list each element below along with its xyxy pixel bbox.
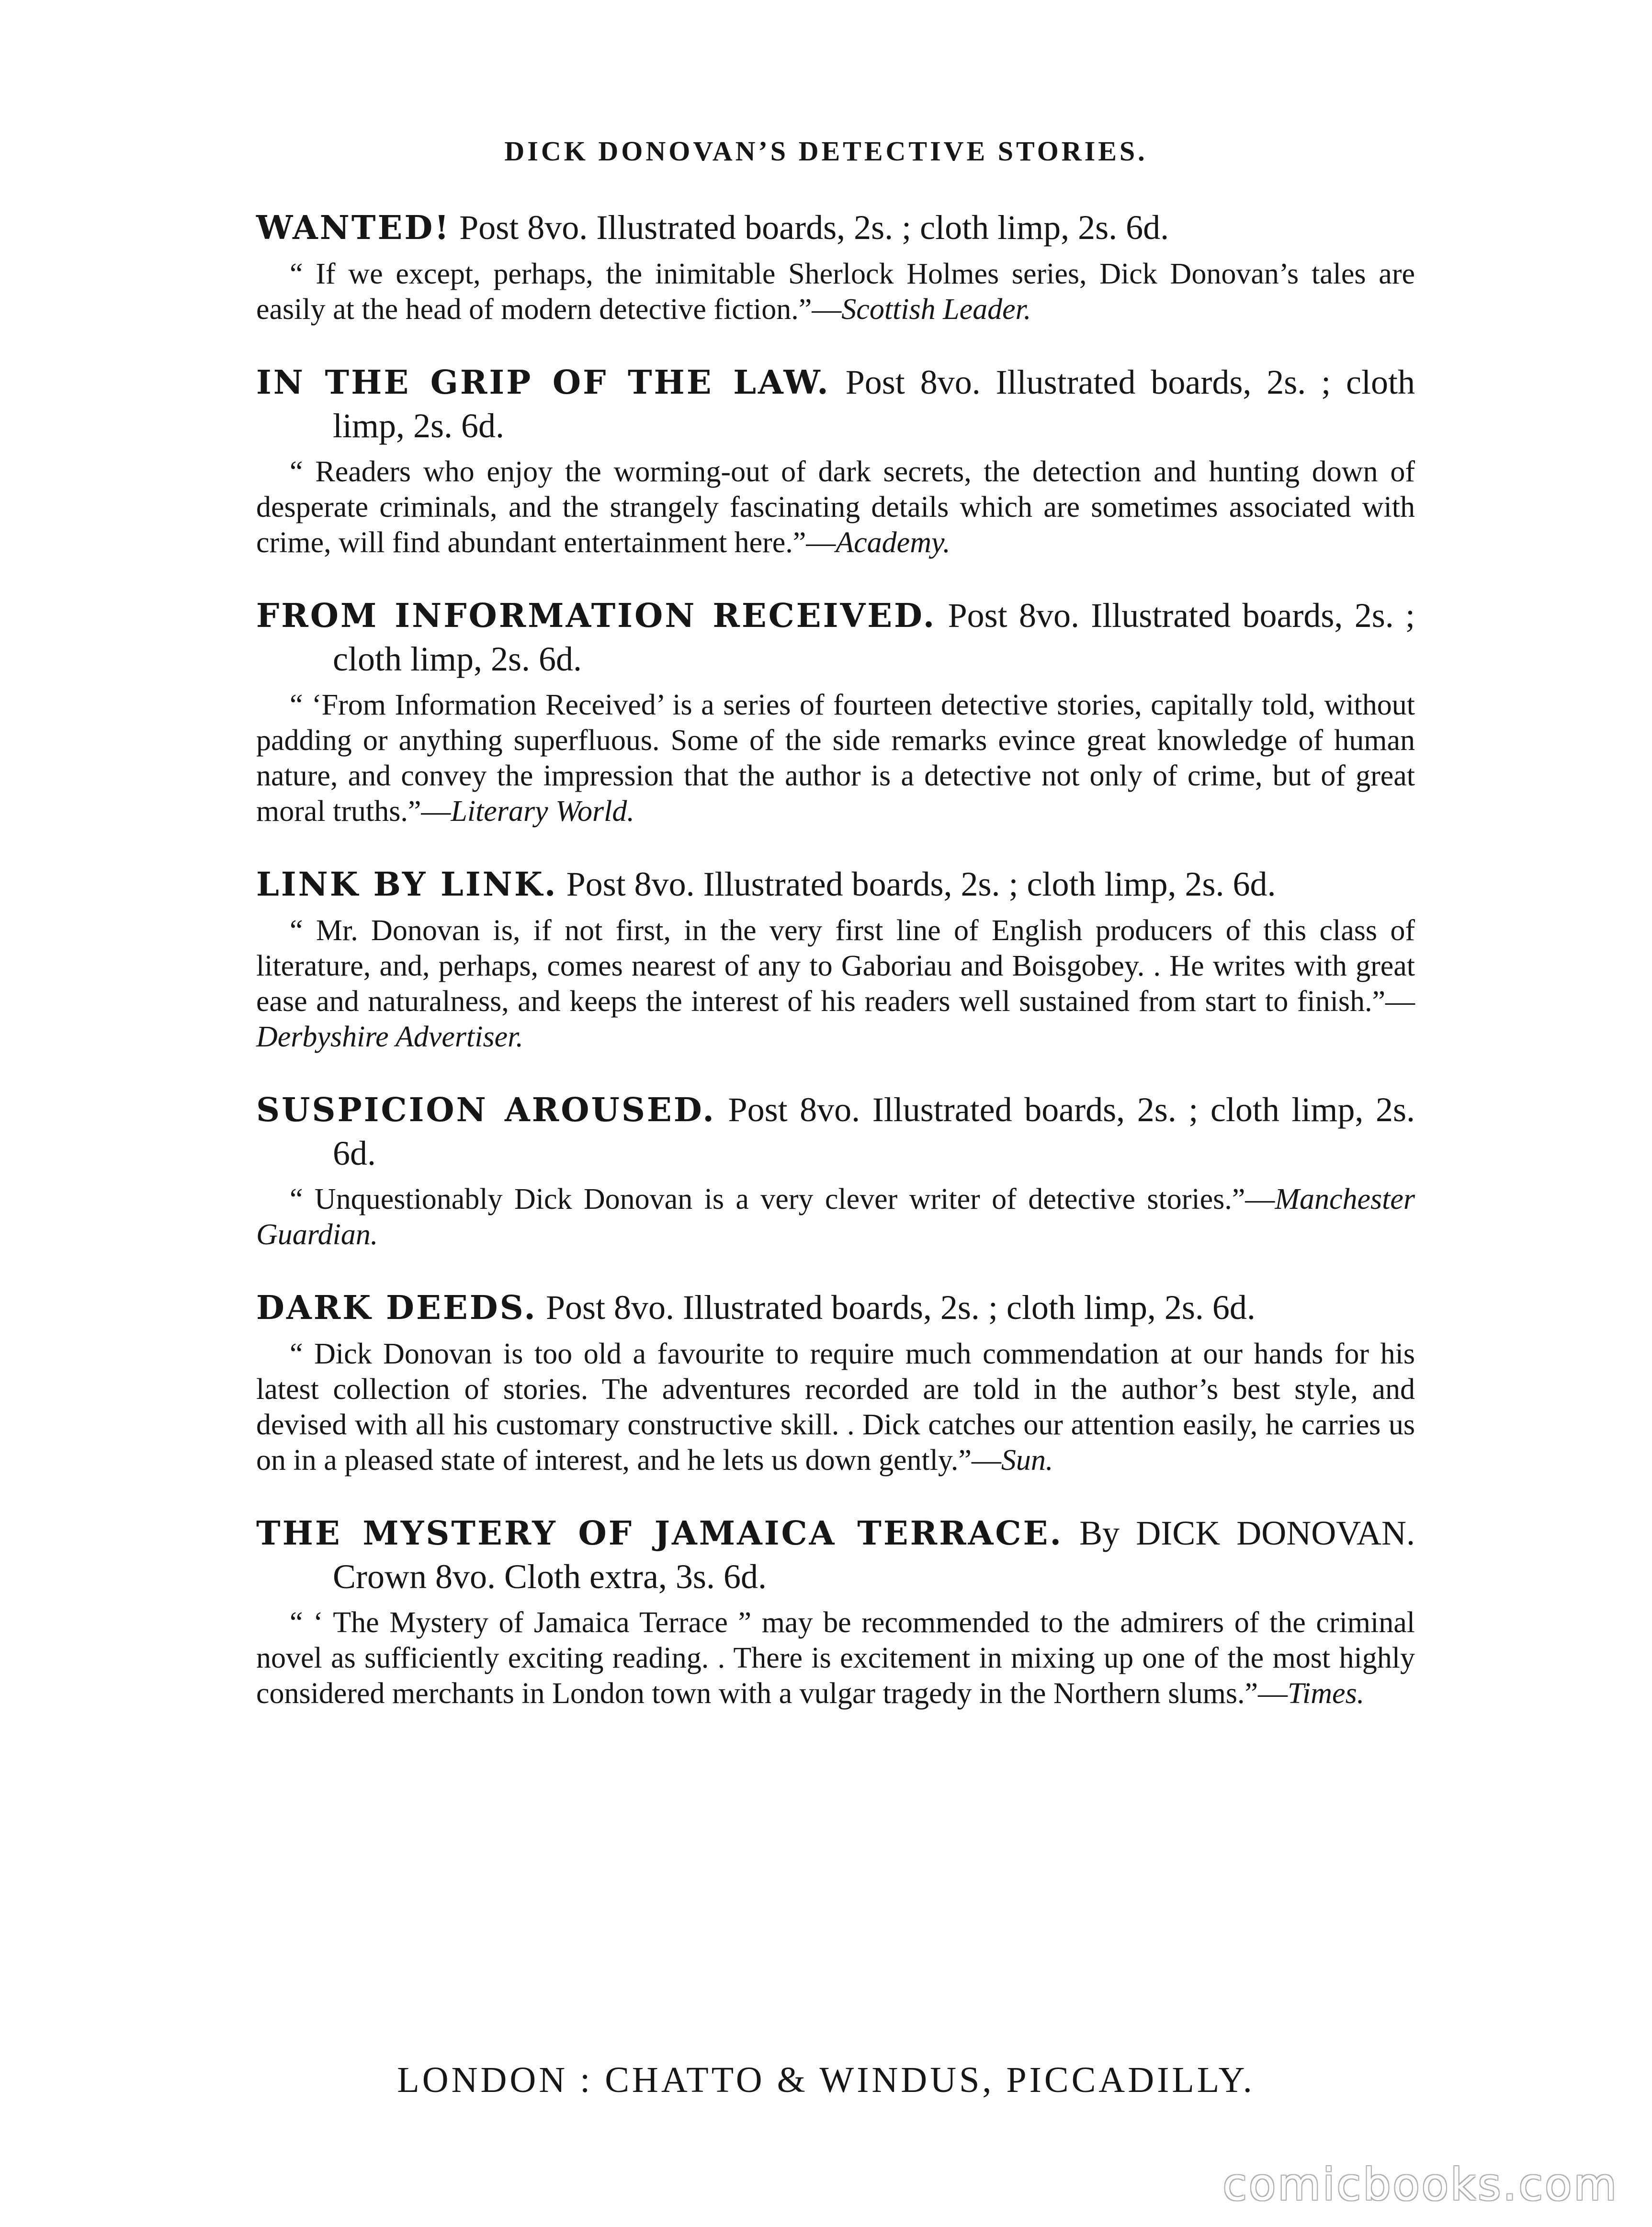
book-entry [256,361,1415,560]
review-quote [256,1336,1415,1478]
review-text: “ Unquestionably Dick Donovan is a very clever writer of detective stories.”— [290,1183,1275,1216]
book-heading [256,361,1415,447]
review-text: “ If we except, perhaps, the inimitable Sherlock Holmes series, Dick Donovan’s tales are easily at the head of modern detective fiction.”— [256,258,1415,326]
book-title: WANTED! [256,209,451,247]
watermark: comicbooks.com [1222,2159,1618,2210]
book-heading [256,594,1415,681]
book-entry [256,863,1415,1055]
review-quote [256,913,1415,1055]
review-source: Manchester Guardian. [256,1183,1415,1251]
review-source: Derbyshire Advertiser. [256,1021,523,1053]
page-title: DICK DONOVAN’S DETECTIVE STORIES. [504,136,1148,167]
book-entry [256,206,1415,327]
review-text: “ ‘From Information Received’ is a series of fourteen detective stories, capitally told, without padding or anything superfluous. Some of the side remarks evince great knowledge of human nature, and convey the impression that the author is a detective not only of crime, but of great moral truths.”— [256,689,1415,828]
book-details: By DICK DONOVAN. Crown 8vo. Cloth extra, 3s. 6d. [333,1514,1415,1596]
book-heading [256,206,1415,250]
book-title: FROM INFORMATION RECEIVED. [256,597,937,635]
book-title: IN THE GRIP OF THE LAW. [256,364,830,402]
book-heading [256,1286,1415,1329]
review-source: Literary World. [451,795,634,828]
book-entry [256,1286,1415,1478]
book-details: Post 8vo. Illustrated boards, 2s. ; cloth limp, 2s. 6d. [333,363,1415,445]
book-title: THE MYSTERY OF JAMAICA TERRACE. [256,1514,1064,1553]
review-quote [256,454,1415,560]
book-details: Post 8vo. Illustrated boards, 2s. ; cloth limp, 2s. 6d. [566,865,1276,903]
publisher-imprint: LONDON : CHATTO & WINDUS, PICCADILLY. [397,2060,1255,2100]
review-quote [256,256,1415,327]
review-text: “ ‘ The Mystery of Jamaica Terrace ” may be recommended to the admirers of the criminal novel as sufficiently exciting reading. . There is excitement in mixing up one of the most highly considered merchants in London town with a vulgar tragedy in the Northern slums.”— [256,1606,1415,1710]
book-details: Post 8vo. Illustrated boards, 2s. ; cloth limp, 2s. 6d. [459,208,1169,247]
review-text: “ Mr. Donovan is, if not first, in the very first line of English producers of this class of literature, and, perhaps, comes nearest of any to Gaboriau and Boisgobey. . He writes with great ease and naturalness, and keeps the interest of his readers well sustained from start to finish.”— [256,914,1415,1018]
review-text: “ Readers who enjoy the worming-out of dark secrets, the detection and hunting down of desperate criminals, and the strangely fascinating details which are sometimes associated with crime, will find abundant entertainment here.”— [256,455,1415,559]
review-source: Scottish Leader. [841,293,1031,326]
book-title: SUSPICION AROUSED. [256,1091,716,1129]
book-entry [256,1088,1415,1252]
book-title: LINK BY LINK. [256,865,558,904]
book-details: Post 8vo. Illustrated boards, 2s. ; cloth limp, 2s. 6d. [333,596,1415,678]
review-quote [256,1182,1415,1252]
book-details: Post 8vo. Illustrated boards, 2s. ; cloth limp, 2s. 6d. [545,1288,1256,1327]
review-quote [256,1605,1415,1711]
book-details: Post 8vo. Illustrated boards, 2s. ; cloth limp, 2s. 6d. [333,1091,1415,1172]
book-heading [256,1511,1415,1598]
book-title: DARK DEEDS. [256,1289,537,1327]
book-heading [256,863,1415,906]
book-entry [256,594,1415,829]
book-entry [256,1511,1415,1711]
book-heading [256,1088,1415,1175]
review-quote [256,687,1415,829]
review-text: “ Dick Donovan is too old a favourite to require much commendation at our hands for his latest collection of stories. The adventures recorded are told in the author’s best style, and devised with all his customary constructive skill. . Dick catches our attention easily, he carries us on in a pleased state of interest, and he lets us down gently.”— [256,1338,1415,1477]
review-source: Times. [1288,1677,1365,1710]
review-source: Academy. [836,526,950,559]
review-source: Sun. [1001,1444,1053,1477]
advertisement-list [256,206,1415,1745]
